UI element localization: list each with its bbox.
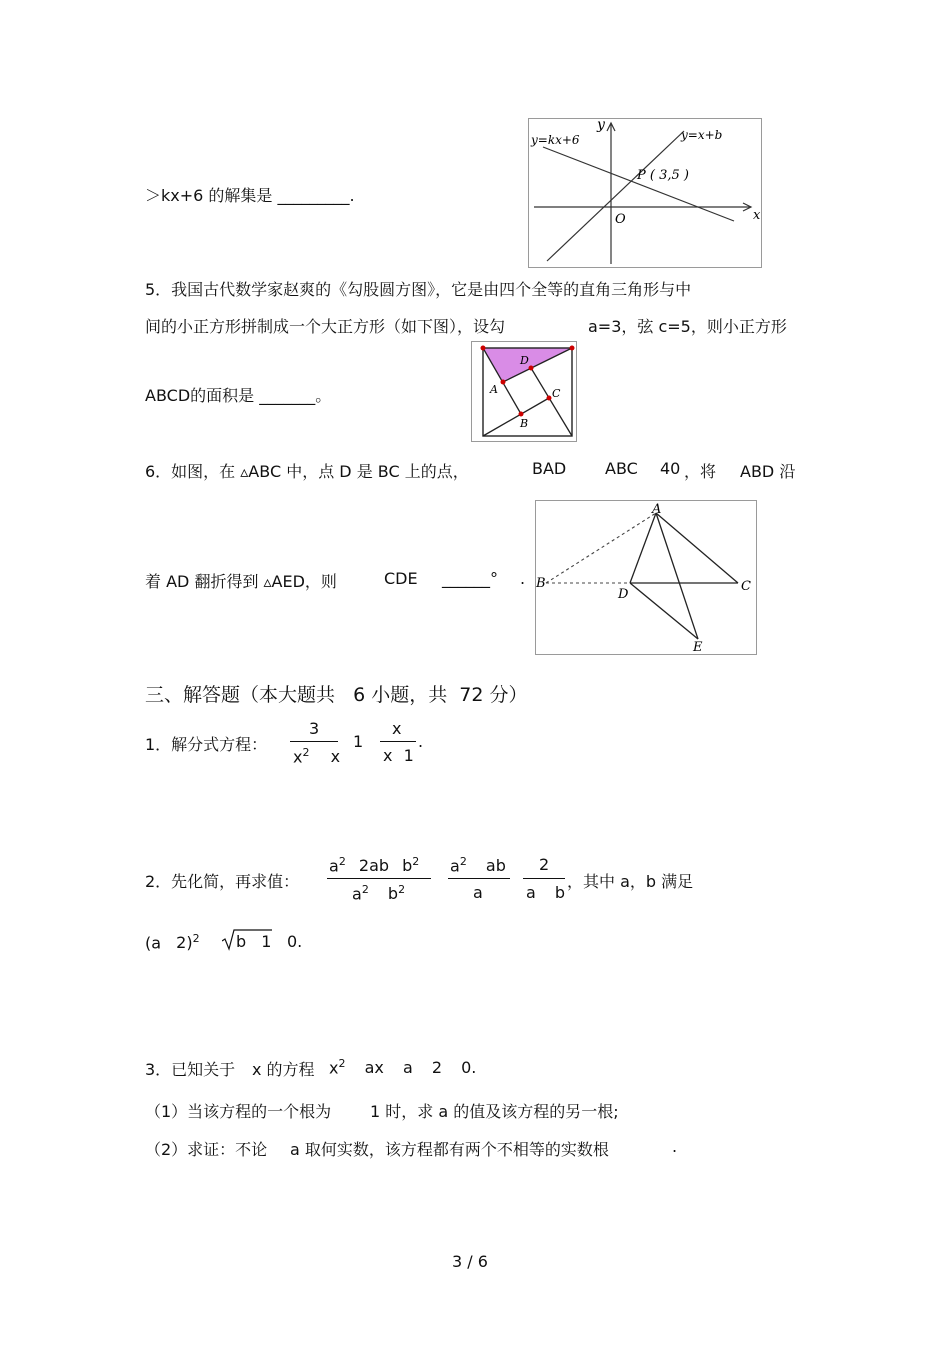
p2-f1n2: 2ab bbox=[358, 856, 390, 876]
q4-blank[interactable]: _________ bbox=[277, 186, 350, 205]
q6-svg bbox=[536, 501, 756, 654]
p1-frac1-num: 3 bbox=[309, 719, 320, 738]
section3-heading bbox=[145, 680, 527, 707]
p2-f2n: a bbox=[450, 856, 460, 876]
line-kx6 bbox=[543, 147, 734, 221]
p2-condition bbox=[145, 932, 200, 952]
line-xb bbox=[547, 131, 684, 261]
label-b: B bbox=[536, 576, 546, 591]
q5-line1: 5．我国古代数学家赵爽的《勾股圆方图》，它是由四个全等的直角三角形与中 bbox=[145, 280, 692, 299]
p1-frac1-den bbox=[293, 746, 340, 766]
label-a: A bbox=[490, 383, 498, 396]
line1-label: y=kx+6 bbox=[531, 133, 580, 147]
seg-ae bbox=[656, 513, 698, 639]
p2-cond-d: 1 bbox=[261, 932, 272, 951]
point-p-label: P ( 3,5 ) bbox=[637, 168, 689, 183]
p3-sub1: （1）当该方程的一个根为 bbox=[145, 1102, 332, 1121]
p2-frac1-den bbox=[352, 883, 405, 903]
y-label: y bbox=[597, 119, 605, 133]
p1-end: . bbox=[418, 732, 424, 751]
p2-f1n3: b bbox=[402, 856, 413, 876]
p2-cond-sup: 2 bbox=[192, 932, 200, 945]
p2-f1nsup: 2 bbox=[338, 855, 346, 868]
q5-line2a: 间的小正方形拼制成一个大正方形（如下图），设勾 bbox=[145, 317, 506, 336]
p1-d1a: x bbox=[293, 747, 303, 767]
p2-f1d2: b bbox=[387, 884, 399, 904]
p2-frac3-num: 2 bbox=[539, 855, 550, 874]
p3-eqsup: 2 bbox=[338, 1057, 346, 1070]
label-b: B bbox=[520, 417, 529, 430]
p1-d1b: x bbox=[330, 747, 341, 767]
seg4 bbox=[483, 398, 549, 436]
p1-one: 1 bbox=[353, 732, 364, 751]
section3-count: 6 小题，共 bbox=[353, 684, 448, 706]
q5-line2b: a=3，弦 c=5，则小正方形 bbox=[588, 317, 787, 336]
p3-eq5: 0. bbox=[461, 1058, 477, 1078]
p2-cond-b: 2) bbox=[176, 933, 193, 953]
p2-frac1-num bbox=[329, 855, 419, 875]
page-number: 3 / 6 bbox=[452, 1252, 488, 1271]
seg3 bbox=[531, 368, 572, 436]
p3-eq3: a bbox=[402, 1058, 413, 1078]
q5-svg bbox=[472, 342, 576, 441]
p3-x: x 的方程 bbox=[252, 1060, 315, 1079]
p2-frac2-den: a bbox=[473, 883, 483, 902]
p3-eq2: ax bbox=[364, 1058, 384, 1078]
q6-line2: 着 AD 翻折得到 ▵AED，则 bbox=[145, 572, 337, 591]
p1-d1sup: 2 bbox=[302, 746, 310, 759]
p1-label: 1．解分式方程： bbox=[145, 735, 268, 754]
p2-frac1-bar bbox=[327, 878, 431, 879]
vertex-dot bbox=[570, 346, 575, 351]
vertex-dot bbox=[481, 346, 486, 351]
seg-ab bbox=[546, 513, 656, 583]
p2-tail: ，其中 a，b 满足 bbox=[567, 872, 694, 891]
q4-text: ＞kx+6 的解集是 bbox=[145, 186, 273, 205]
p2-frac3-bar bbox=[523, 878, 565, 879]
q6-line1: 6．如图，在 ▵ABC 中，点 D 是 BC 上的点， bbox=[145, 462, 469, 481]
p2-cond-c: b bbox=[236, 932, 247, 951]
q5-figure bbox=[471, 341, 577, 442]
p3-eq4: 2 bbox=[431, 1058, 443, 1078]
section3-title: 三、解答题（本大题共 bbox=[145, 684, 336, 706]
p2-sqrt-content bbox=[236, 932, 271, 951]
p2-f2nsup: 2 bbox=[459, 855, 467, 868]
p2-f2n2: ab bbox=[485, 856, 506, 876]
section3-score: 72 分） bbox=[459, 684, 528, 706]
p2-f1n3sup: 2 bbox=[412, 855, 420, 868]
p2-cond-e: 0. bbox=[287, 932, 303, 951]
p2-f1d2sup: 2 bbox=[398, 883, 406, 896]
p3-equation bbox=[329, 1057, 476, 1077]
p2-cond-a: (a bbox=[145, 933, 162, 953]
p2-label: 2．先化简，再求值： bbox=[145, 872, 300, 891]
q6-forty: 40 bbox=[660, 459, 681, 478]
q6-figure bbox=[535, 500, 757, 655]
p1-d2a: x bbox=[383, 746, 393, 765]
q6-end: . bbox=[520, 569, 526, 588]
q6-bad: BAD bbox=[532, 459, 567, 478]
q4-graph-svg bbox=[529, 119, 761, 267]
seg-ad bbox=[630, 513, 656, 583]
vertex-dot bbox=[547, 396, 552, 401]
p1-frac2-num: x bbox=[392, 719, 402, 738]
p1-frac2-den bbox=[383, 746, 414, 765]
label-c: C bbox=[552, 387, 561, 400]
q6-abd: ABD 沿 bbox=[740, 462, 796, 481]
q4-graph-figure bbox=[528, 118, 762, 268]
q6-jiang: ，将 bbox=[684, 462, 717, 481]
p3-sub2c: . bbox=[672, 1137, 678, 1156]
p2-f3d2: b bbox=[554, 883, 566, 902]
label-d: D bbox=[618, 587, 629, 602]
q5-line3: ABCD的面积是 _______。 bbox=[145, 386, 332, 405]
vertex-dot bbox=[529, 366, 534, 371]
q4-end: . bbox=[349, 186, 355, 205]
p3-sub1b: 1 时，求 a 的值及该方程的另一根; bbox=[370, 1102, 619, 1121]
label-e: E bbox=[693, 640, 703, 654]
q6-abc: ABC bbox=[605, 459, 638, 478]
vertex-dot bbox=[501, 380, 506, 385]
p3-sub2: （2）求证：不论 bbox=[145, 1140, 268, 1159]
label-d: D bbox=[520, 354, 529, 367]
q6-cde: CDE bbox=[384, 569, 418, 588]
label-c: C bbox=[741, 579, 751, 594]
p3-eq: x bbox=[329, 1058, 339, 1078]
p2-frac2-num bbox=[450, 855, 506, 875]
p2-f1d: a bbox=[352, 884, 362, 904]
p3-label: 3．已知关于 bbox=[145, 1060, 236, 1079]
origin-label: O bbox=[615, 212, 626, 227]
p1-frac2-bar bbox=[380, 741, 416, 742]
p3-sub2b: a 取何实数，该方程都有两个不相等的实数根 bbox=[290, 1140, 609, 1159]
p2-frac3-den bbox=[526, 883, 565, 902]
seg-de bbox=[630, 583, 698, 639]
p2-f1dsup: 2 bbox=[361, 883, 369, 896]
line2-label: y=x+b bbox=[681, 128, 723, 142]
q4-answer-line bbox=[145, 183, 355, 206]
p2-frac2-bar bbox=[448, 878, 510, 879]
p2-f3d: a bbox=[526, 883, 536, 902]
q6-blank[interactable]: ______° bbox=[442, 569, 498, 588]
p2-f1n: a bbox=[329, 856, 339, 876]
p1-d2b: 1 bbox=[403, 746, 414, 765]
vertex-dot bbox=[519, 412, 524, 417]
label-a: A bbox=[652, 502, 662, 517]
p1-frac1-bar bbox=[290, 741, 338, 742]
x-label: x bbox=[753, 208, 761, 223]
